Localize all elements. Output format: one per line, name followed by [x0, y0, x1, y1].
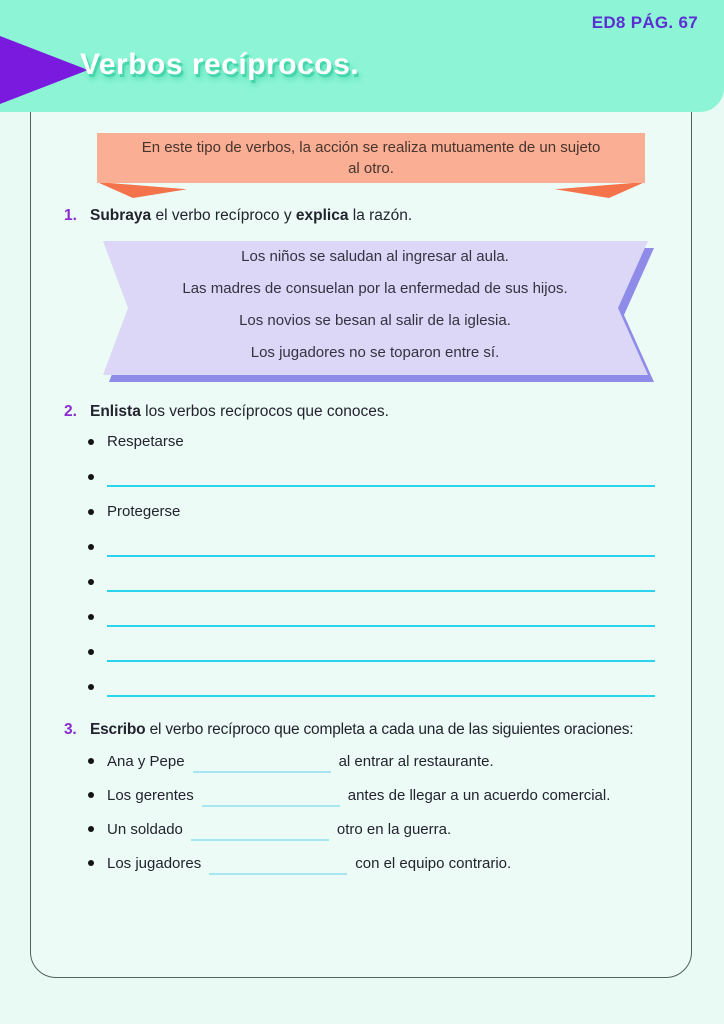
write-in-line[interactable] — [107, 644, 655, 662]
exercise-2-number: 2. — [64, 403, 77, 420]
bullet-icon — [88, 509, 94, 515]
exercise-1-number: 1. — [64, 207, 77, 224]
exercise-1-prompt — [90, 206, 412, 226]
list-item-label: Protegerse — [107, 503, 181, 520]
bullet-icon — [88, 826, 94, 832]
list-item — [88, 812, 610, 846]
list-item-label: Respetarse — [107, 433, 184, 450]
bullet-icon — [88, 439, 94, 445]
intro-banner-text: En este tipo de verbos, la acción se realiza mutuamente de un sujeto al otro. — [141, 139, 601, 177]
exercise-3-verb: Escribo — [90, 721, 146, 738]
ribbon-sentence-3: Los novios se besan al salir de la iglesia. — [239, 312, 511, 329]
list-item — [88, 424, 655, 459]
write-in-line[interactable] — [193, 757, 331, 773]
bullet-icon — [88, 649, 94, 655]
exercise-3-number: 3. — [64, 721, 77, 738]
arrow-right-icon — [0, 36, 88, 104]
sentence-prefix: Los jugadores — [107, 854, 202, 872]
write-in-line[interactable] — [107, 469, 655, 487]
list-item — [88, 564, 655, 599]
exercise-1-heading — [64, 206, 664, 226]
list-item — [88, 494, 655, 529]
exercise-3-prompt — [90, 720, 633, 740]
sentence-ribbon — [95, 236, 657, 388]
write-in-line[interactable] — [209, 859, 347, 875]
sentence-prefix: Ana y Pepe — [107, 752, 185, 770]
sentence-suffix: otro en la guerra. — [336, 820, 452, 838]
write-in-line[interactable] — [191, 825, 329, 841]
ribbon-sentence-4: Los jugadores no se toparon entre sí. — [250, 344, 500, 361]
write-in-line[interactable] — [107, 539, 655, 557]
exercise-1-verb: Subraya — [90, 207, 152, 224]
header-band — [0, 0, 724, 112]
list-item — [88, 599, 655, 634]
bullet-icon — [88, 860, 94, 866]
exercise-1-verb2: explica — [295, 207, 349, 224]
write-in-line[interactable] — [202, 791, 340, 807]
exercise-3-rest: el verbo recíproco que completa a cada una de las siguientes oraciones: — [145, 721, 634, 738]
exercise-2-list — [88, 424, 655, 704]
intro-banner — [97, 133, 645, 183]
exercise-3-heading — [64, 720, 694, 740]
bullet-icon — [88, 544, 94, 550]
sentence-suffix: con el equipo contrario. — [355, 854, 512, 872]
list-item — [88, 529, 655, 564]
sentence-prefix: Un soldado — [107, 820, 183, 838]
list-item — [88, 669, 655, 704]
exercise-2-heading — [64, 402, 664, 422]
exercise-1-mid: el verbo recíproco y — [151, 207, 296, 224]
list-item — [88, 744, 610, 778]
exercise-2-prompt — [90, 402, 389, 422]
exercise-2-verb: Enlista — [90, 403, 141, 420]
sentence-suffix: al entrar al restaurante. — [338, 752, 494, 770]
bullet-icon — [88, 614, 94, 620]
write-in-line[interactable] — [107, 609, 655, 627]
ribbon-sentence-2: Las madres de consuelan por la enfermedad de sus hijos. — [182, 280, 568, 297]
exercise-3-list — [88, 744, 610, 880]
write-in-line[interactable] — [107, 679, 655, 697]
page-title: Verbos recíprocos. — [80, 48, 360, 81]
page-reference: ED8 PÁG. 67 — [591, 13, 698, 32]
exercise-1-end: la razón. — [348, 207, 413, 224]
sentence-prefix: Los gerentes — [107, 786, 194, 804]
bullet-icon — [88, 792, 94, 798]
bullet-icon — [88, 579, 94, 585]
list-item — [88, 634, 655, 669]
exercise-2-rest: los verbos recíprocos que conoces. — [140, 403, 389, 420]
bullet-icon — [88, 684, 94, 690]
bullet-icon — [88, 474, 94, 480]
ribbon-sentences — [95, 236, 657, 388]
ribbon-sentence-1: Los niños se saludan al ingresar al aula. — [241, 248, 509, 265]
write-in-line[interactable] — [107, 574, 655, 592]
sentence-suffix: antes de llegar a un acuerdo comercial. — [347, 786, 611, 804]
list-item — [88, 459, 655, 494]
list-item — [88, 778, 610, 812]
bullet-icon — [88, 758, 94, 764]
list-item — [88, 846, 610, 880]
